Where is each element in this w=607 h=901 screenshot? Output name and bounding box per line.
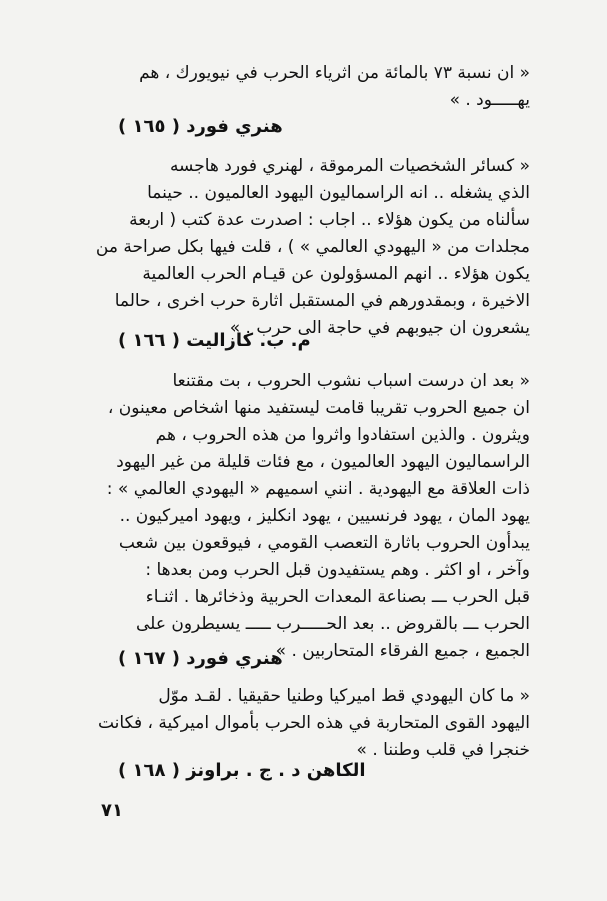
text-line: مجلدات من « اليهودي العالمي » ) ، قلت فيها بكل صراحة من [95, 237, 530, 257]
quote-paragraph-1 [100, 60, 530, 114]
quote-paragraph-2 [95, 153, 530, 342]
text-line: « كسائر الشخصيات المرموقة ، لهنري فورد هاجسه [169, 156, 530, 176]
section-heading-168: الكاهن د . ج . براونز ( ١٦٨ ) [118, 760, 366, 781]
text-line: « ما كان اليهودي قط اميركيا وطنيا حقيقيا . لقـد موّل [158, 686, 530, 706]
text-line: « ان نسبة ٧٣ بالمائة من اثرياء الحرب في نيويورك ، هم [139, 63, 530, 83]
section-heading-166: م. ب. كازاليت ( ١٦٦ ) [118, 330, 311, 351]
text-line: الجميع ، جميع الفرقاء المتحاربين . » [275, 641, 530, 661]
text-line: يشعرون ان جيوبهم في حاجة الى حرب . » [229, 318, 530, 338]
text-line: قبل الحرب ـــ بصناعة المعدات الحربية وذخائرها . اثنـاء [145, 587, 530, 607]
text-line: « بعد ان درست اسباب نشوب الحروب ، بت مقتنعا [172, 371, 530, 391]
text-line: اليهود القوى المتحاربة في هذه الحرب بأموال اميركية ، فكانت [97, 713, 530, 733]
text-line: الذي يشغله .. انه الراسماليون اليهود العالميون .. حينما [147, 183, 530, 203]
text-line: خنجرا في قلب وطننا . » [356, 740, 530, 760]
text-line: الحرب ـــ بالقروض .. بعد الحـــــرب ـــــ يسيطرون على [136, 614, 530, 634]
section-heading-167: هنري فورد ( ١٦٧ ) [118, 648, 283, 669]
text-line: يكون هؤلاء .. انهم المسؤولون عن قيـام الحرب العالمية [142, 264, 530, 284]
page-number: ٧١ [101, 800, 123, 821]
text-line: وآخر ، او اكثر . وهم يستفيدون قبل الحرب ومن بعدها : [145, 560, 530, 580]
section-heading-165: هنري فورد ( ١٦٥ ) [118, 116, 283, 137]
text-line: ذات العلاقة مع اليهودية . انني اسميهم « اليهودي العالمي » : [106, 479, 530, 499]
text-line: الاخيرة ، وبمقدورهم في المستقبل اثارة حرب اخرى ، حالما [114, 291, 530, 311]
text-line: سألناه من يكون هؤلاء .. اجاب : اصدرت عدة كتب ( اربعة [129, 210, 530, 230]
text-line: يهـــــود . » [449, 90, 530, 110]
quote-paragraph-3 [100, 368, 530, 665]
quote-paragraph-4 [97, 683, 530, 764]
text-line: يهود المان ، يهود فرنسيين ، يهود انكليز ، ويهود اميركيون .. [119, 506, 530, 526]
text-line: ويثرون . والذين استفادوا واثروا من هذه الحروب ، هم [155, 425, 530, 445]
text-line: ان جميع الحروب تقريبا قامت ليستفيد منها اشخاص معينون ، [107, 398, 530, 418]
text-line: الراسماليون اليهود العالميون ، مع فئات قليلة من غير اليهود [116, 452, 530, 472]
text-line: يبدأون الحروب باثارة التعصب القومي ، فيوقعون بين شعب [118, 533, 530, 553]
